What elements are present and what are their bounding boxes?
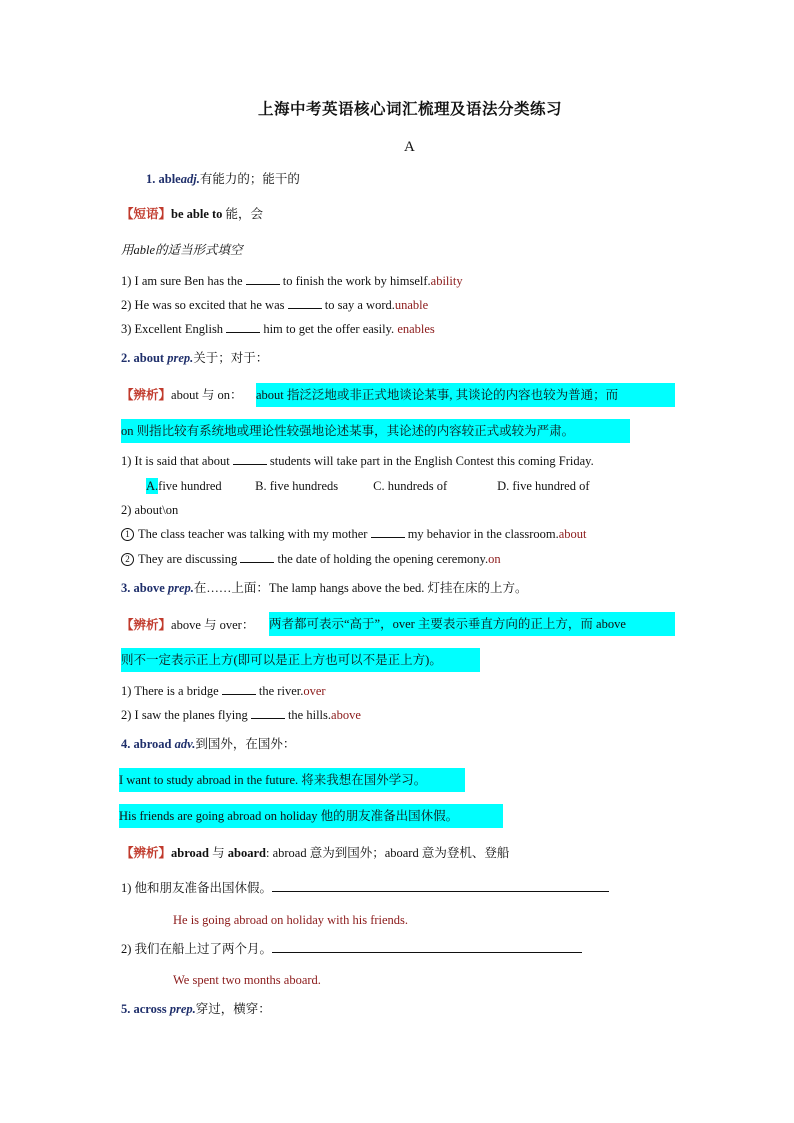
comparison-label	[121, 617, 254, 633]
note-text: on 则指比较有系统地或理论性较强地论述某事，其论述的内容较正式或较为严肃。	[121, 424, 575, 438]
entry-number: 4.	[121, 737, 131, 751]
answer-text: enables	[397, 322, 435, 336]
question-text: 2) I saw the planes flying	[121, 708, 248, 722]
answer-blank	[233, 453, 267, 465]
phrase-meaning: 能，会	[225, 207, 264, 221]
entry-about-heading	[121, 350, 268, 366]
entry-number: 1.	[146, 172, 156, 186]
entry-meaning: 有能力的；能干的	[199, 172, 300, 186]
answer-blank	[288, 297, 322, 309]
note-text: about 指泛泛地或非正式地谈论某事, 其谈论的内容也较为普通；而	[256, 388, 619, 402]
phrase-tag: 【短语】	[121, 207, 172, 221]
entry-number: 2.	[121, 351, 131, 365]
answer-text: over	[303, 684, 326, 698]
note-text: 两者都可表示“高于”，over 主要表示垂直方向的正上方，而 above	[269, 617, 626, 631]
answer-blank	[251, 707, 285, 719]
question-text: to say a word.	[324, 298, 395, 312]
question-text: 1) It is said that about	[121, 454, 230, 468]
entry-meaning: 到国外，在国外：	[195, 737, 296, 751]
entry-meaning: 在……上面：The lamp hangs above the bed. 灯挂在床的上方。	[193, 581, 528, 595]
highlight-note	[121, 648, 480, 672]
section-letter: A	[404, 139, 415, 155]
comparison-explanation: : abroad 意为到国外；aboard 意为登机、登船	[265, 846, 510, 860]
entry-pos: prep.	[167, 351, 194, 365]
entry-pos: adv.	[174, 737, 196, 751]
question-text: the hills.	[287, 708, 332, 722]
exercise-question	[121, 297, 428, 313]
entry-abroad-heading	[121, 736, 295, 752]
highlight-note	[121, 419, 630, 443]
question-text: They are discussing	[138, 552, 238, 566]
entry-meaning: 穿过，横穿：	[195, 1002, 271, 1016]
entry-pos: adj.	[180, 172, 200, 186]
answer-text: on	[488, 552, 501, 566]
question-text: The class teacher was talking with my mother	[138, 527, 368, 541]
option-c: C. hundreds of	[373, 479, 448, 493]
comparison-label	[121, 845, 509, 861]
question-text: my behavior in the classroom.	[407, 527, 559, 541]
exercise-question	[121, 273, 463, 289]
question-text: the river.	[258, 684, 304, 698]
circled-number: 2	[121, 553, 134, 566]
option-a-letter: A.	[146, 479, 159, 493]
entry-word: able	[158, 172, 181, 186]
exercise-question	[121, 551, 501, 567]
comparison-word-b: aboard	[227, 846, 266, 860]
entry-across-heading	[121, 1001, 271, 1017]
question-text: 1) There is a bridge	[121, 684, 219, 698]
highlight-example	[119, 768, 465, 792]
highlight-note	[269, 612, 675, 636]
example-text: His friends are going abroad on holiday 他的朋友准备出国休假。	[119, 809, 459, 823]
entry-number: 3.	[121, 581, 131, 595]
answer-line	[272, 941, 582, 953]
answer-text: ability	[430, 274, 463, 288]
entry-pos: prep.	[167, 581, 194, 595]
highlight-note	[256, 383, 675, 407]
translation-answer: We spent two months aboard.	[173, 973, 321, 987]
entry-above-heading	[121, 580, 528, 596]
entry-pos: prep.	[169, 1002, 196, 1016]
comparison-words: above 与 over：	[171, 618, 255, 632]
exercise-subheading: 2) about\on	[121, 503, 179, 517]
comparison-word-a: abroad	[171, 846, 209, 860]
circled-number: 1	[121, 528, 134, 541]
example-text: I want to study abroad in the future. 将来我想在国外学习。	[119, 773, 427, 787]
option-b: B. five hundreds	[255, 479, 339, 493]
highlight-example	[119, 804, 503, 828]
comparison-label	[121, 387, 243, 403]
exercise-question	[121, 321, 435, 337]
translation-answer: He is going abroad on holiday with his friends.	[173, 913, 409, 927]
entry-word: across	[133, 1002, 167, 1016]
exercise-question	[121, 707, 361, 723]
comparison-tag: 【辨析】	[121, 388, 172, 402]
exercise-instruction: 用able的适当形式填空	[121, 243, 243, 257]
comparison-words: about 与 on：	[171, 388, 243, 402]
answer-text: above	[331, 708, 361, 722]
note-text: 则不一定表示正上方(即可以是正上方也可以不是正上方)。	[121, 653, 442, 667]
page-title: 上海中考英语核心词汇梳理及语法分类练习	[258, 101, 563, 118]
exercise-question	[121, 526, 587, 542]
question-text: 2) He was so excited that he was	[121, 298, 285, 312]
answer-text: unable	[394, 298, 429, 312]
question-text: 3) Excellent English	[121, 322, 224, 336]
answer-blank	[246, 273, 280, 285]
options-row	[146, 478, 590, 494]
comparison-tag: 【辨析】	[121, 846, 172, 860]
option-d: D. five hundred of	[497, 479, 590, 493]
answer-text: about	[558, 527, 587, 541]
question-text: students will take part in the English Contest this coming Friday.	[269, 454, 594, 468]
entry-word: abroad	[133, 737, 172, 751]
question-text: him to get the offer easily.	[263, 322, 395, 336]
entry-word: about	[133, 351, 165, 365]
question-text: 2) 我们在船上过了两个月。	[121, 942, 273, 956]
option-a: five hundred	[158, 479, 222, 493]
phrase-text: be able to	[171, 207, 223, 221]
translation-question	[121, 880, 609, 896]
answer-blank	[371, 526, 405, 538]
phrase-line	[121, 206, 263, 222]
question-text: 1) I am sure Ben has the	[121, 274, 243, 288]
answer-line	[272, 880, 609, 892]
exercise-question	[121, 683, 326, 699]
entry-able-heading	[146, 171, 300, 187]
comparison-tag: 【辨析】	[121, 618, 172, 632]
question-text: 1) 他和朋友准备出国休假。	[121, 881, 273, 895]
entry-meaning: 关于；对于：	[193, 351, 269, 365]
question-text: the date of holding the opening ceremony.	[277, 552, 489, 566]
entry-number: 5.	[121, 1002, 131, 1016]
answer-blank	[222, 683, 256, 695]
answer-blank	[226, 321, 260, 333]
translation-question	[121, 941, 582, 957]
exercise-question	[121, 453, 594, 469]
comparison-joiner: 与	[209, 846, 228, 860]
entry-word: above	[133, 581, 165, 595]
answer-blank	[240, 551, 274, 563]
question-text: to finish the work by himself.	[282, 274, 431, 288]
